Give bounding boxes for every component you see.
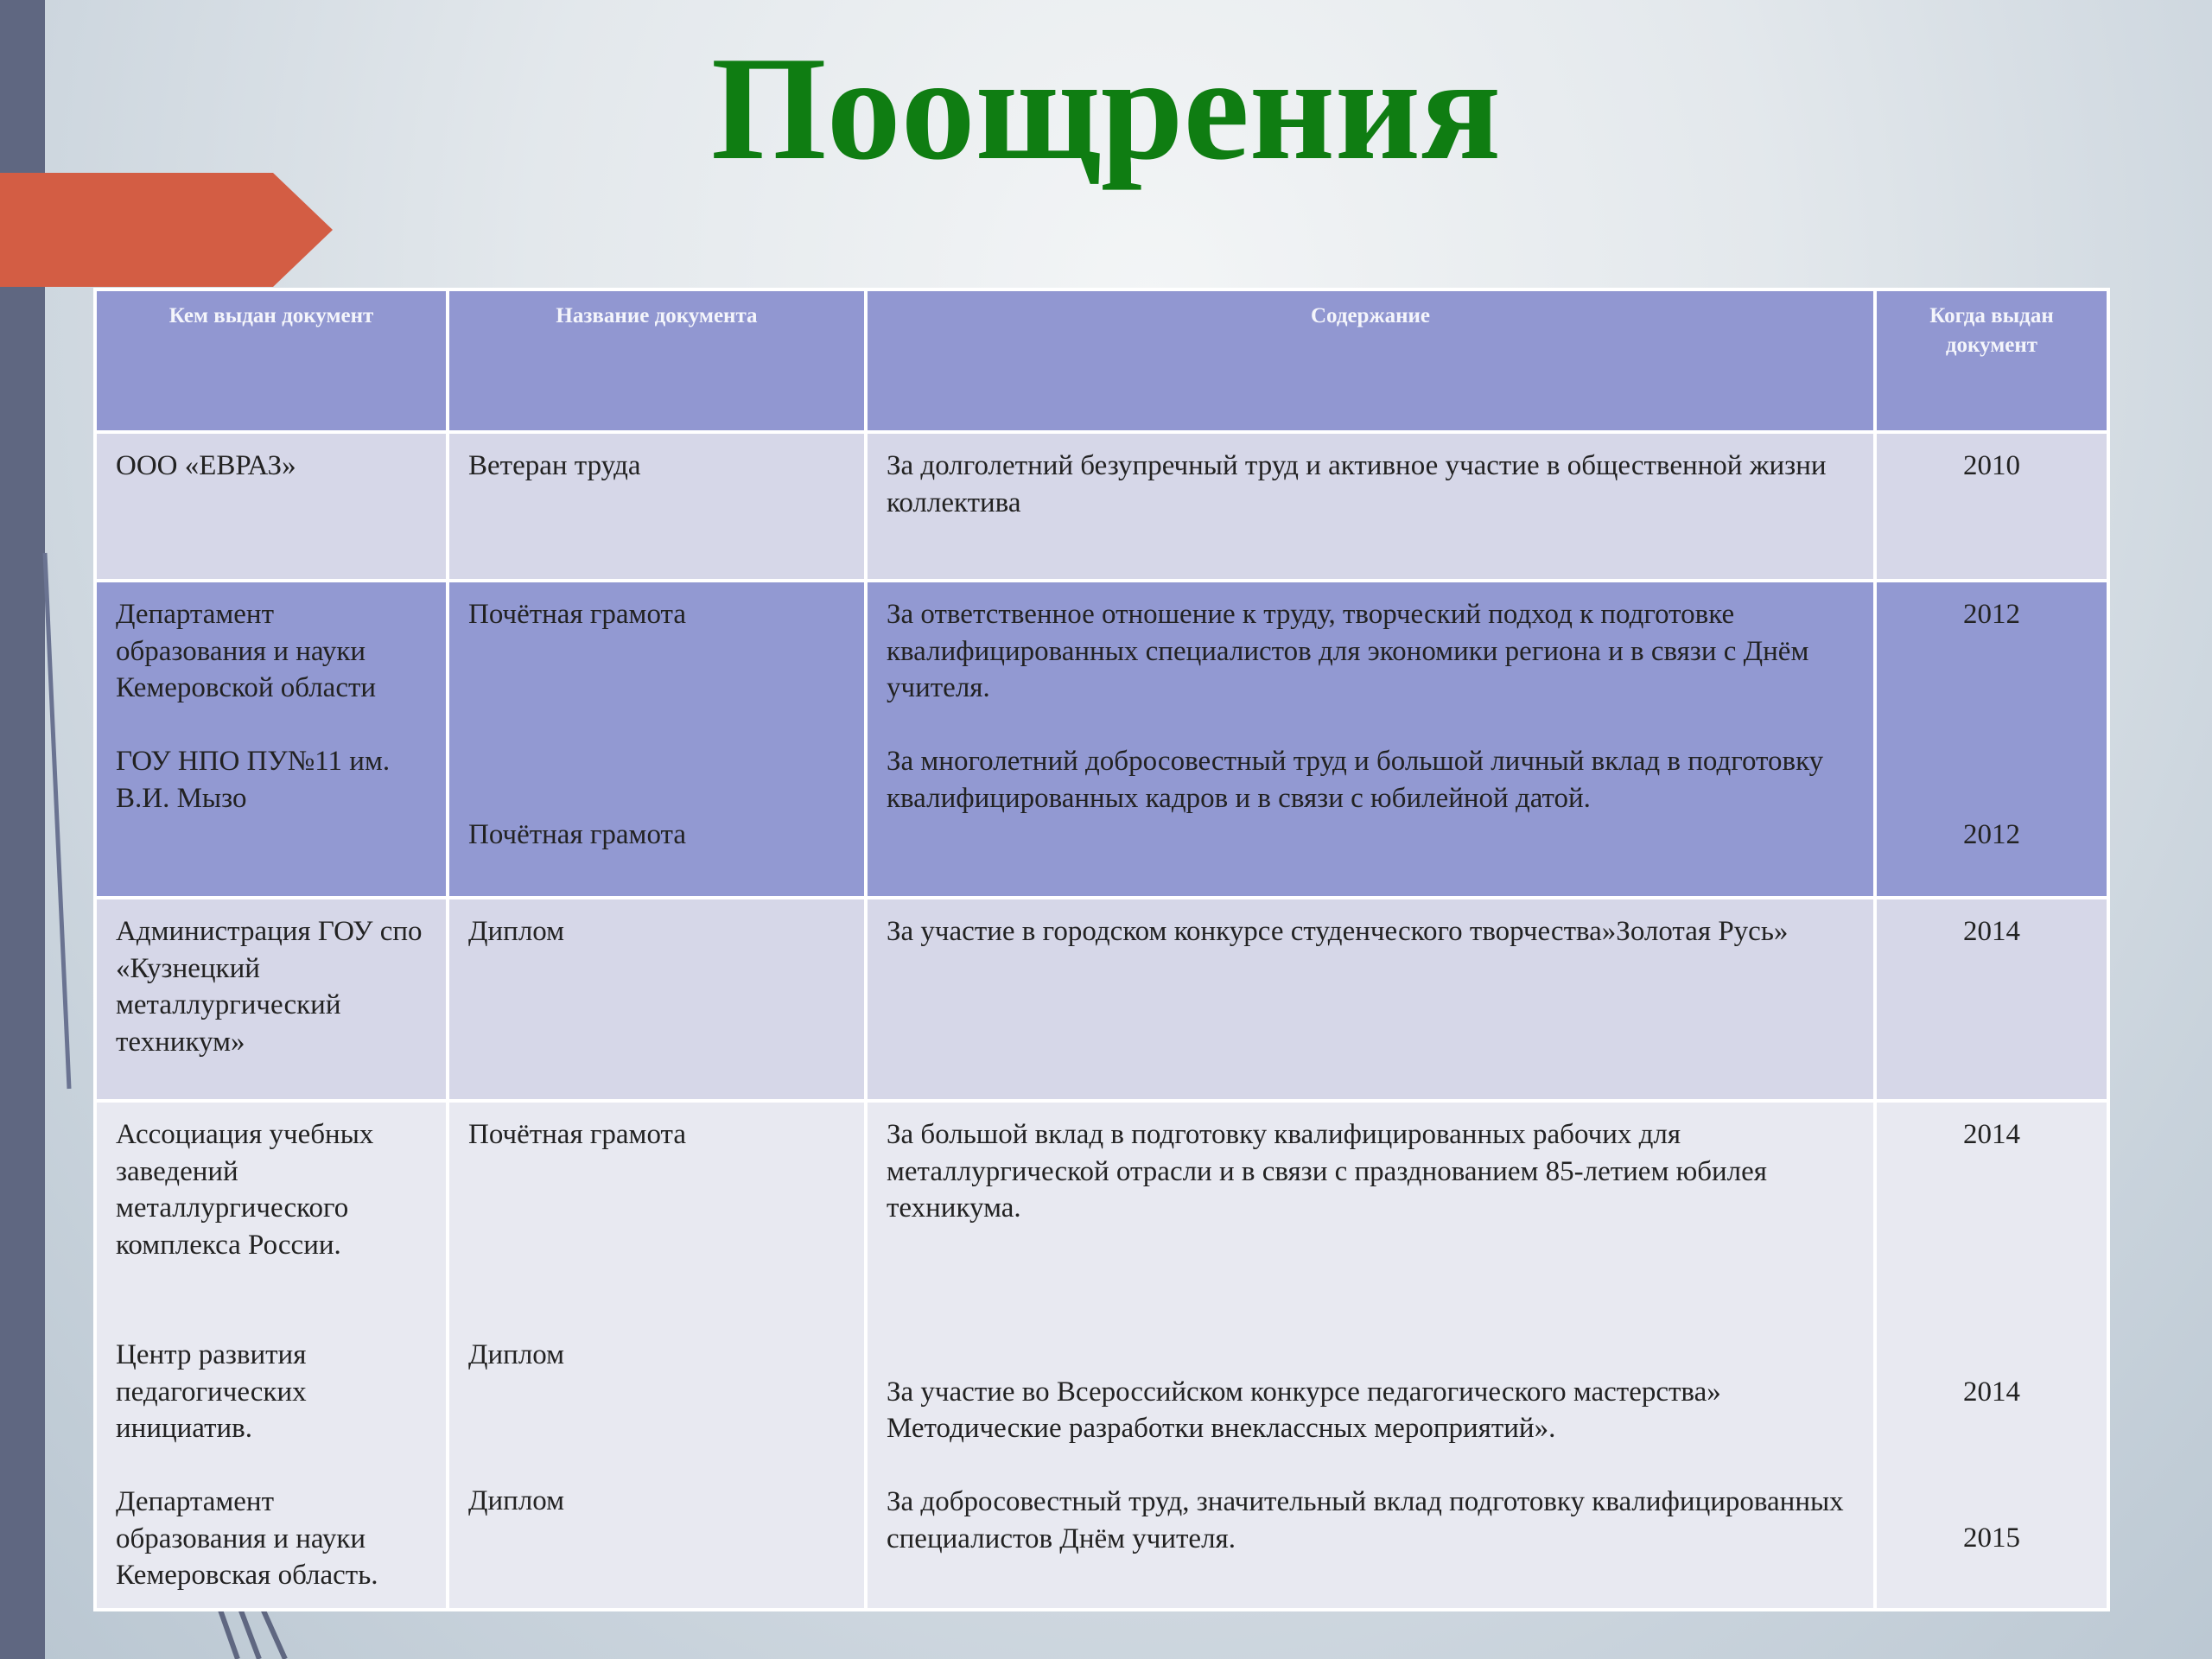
table-header-row	[95, 289, 2108, 432]
issuer-text: Центр развития педагогических инициатив.	[116, 1339, 307, 1444]
year-cell	[1875, 432, 2108, 581]
year-text: 2010	[1963, 450, 2020, 481]
year-cell	[1875, 581, 2108, 898]
issuer-cell	[95, 581, 448, 898]
content-cell	[866, 432, 1875, 581]
content-text: За участие во Всероссийском конкурсе педагогического мастерства» Методические разработки внеклассных мероприятий».	[887, 1376, 1721, 1444]
issuer-text: Администрация ГОУ спо «Кузнецкий металлургический техникум»	[116, 916, 423, 1058]
page-title: Поощрения	[710, 27, 1502, 191]
table-row	[95, 898, 2108, 1101]
document-cell	[448, 581, 866, 898]
header-document: Название документа	[448, 289, 866, 432]
content-text: За долголетний безупречный труд и активное участие в общественной жизни коллектива	[887, 450, 1827, 518]
year-cell	[1875, 1101, 2108, 1610]
content-text: За участие в городском конкурсе студенческого творчества»Золотая Русь»	[887, 916, 1789, 947]
issuer-text: ГОУ НПО ПУ№11 им. В.И. Мызо	[116, 746, 391, 814]
document-cell	[448, 898, 866, 1101]
header-year: Когда выдан документ	[1875, 289, 2108, 432]
content-text: За большой вклад в подготовку квалифицированных рабочих для металлургической отрасли и в связи с празднованием 85-летием юбилея техникума.	[887, 1119, 1767, 1224]
content-cell	[866, 898, 1875, 1101]
issuer-text: Департамент образования и науки Кемеровская область.	[116, 1486, 378, 1591]
issuer-text: ООО «ЕВРАЗ»	[116, 450, 296, 481]
year-text: 2014	[1963, 1376, 2020, 1408]
table-row	[95, 1101, 2108, 1610]
issuer-text: Ассоциация учебных заведений металлургического комплекса России.	[116, 1119, 374, 1261]
document-text: Почётная грамота	[468, 599, 686, 630]
header-issuer: Кем выдан документ	[95, 289, 448, 432]
year-text: 2012	[1963, 818, 2020, 850]
document-cell	[448, 432, 866, 581]
issuer-cell	[95, 432, 448, 581]
issuer-cell	[95, 898, 448, 1101]
year-text: 2012	[1963, 599, 2020, 630]
document-text: Почётная грамота	[468, 818, 686, 850]
issuer-text: Департамент образования и науки Кемеровской области	[116, 599, 377, 703]
content-text: За ответственное отношение к труду, творческий подход к подготовке квалифицированных специалистов для экономики региона и в связи с Днём учителя.	[887, 599, 1809, 703]
year-text: 2014	[1963, 916, 2020, 947]
header-content: Содержание	[866, 289, 1875, 432]
content-text: За добросовестный труд, значительный вклад подготовку квалифицированных специалистов Днём учителя.	[887, 1486, 1844, 1554]
table-row	[95, 432, 2108, 581]
document-text: Ветеран труда	[468, 450, 641, 481]
issuer-cell	[95, 1101, 448, 1610]
content-cell	[866, 1101, 1875, 1610]
document-cell	[448, 1101, 866, 1610]
document-text: Почётная грамота	[468, 1119, 686, 1150]
document-text: Диплом	[468, 916, 565, 947]
document-text: Диплом	[468, 1338, 565, 1370]
document-text: Диплом	[468, 1485, 565, 1516]
year-text: 2014	[1963, 1119, 2020, 1150]
content-cell	[866, 581, 1875, 898]
content-text: За многолетний добросовестный труд и большой личный вклад в подготовку квалифицированных кадров и в связи с юбилейной датой.	[887, 746, 1824, 814]
year-text: 2015	[1963, 1522, 2020, 1554]
awards-table	[93, 288, 2110, 1611]
year-cell	[1875, 898, 2108, 1101]
table-row	[95, 581, 2108, 898]
